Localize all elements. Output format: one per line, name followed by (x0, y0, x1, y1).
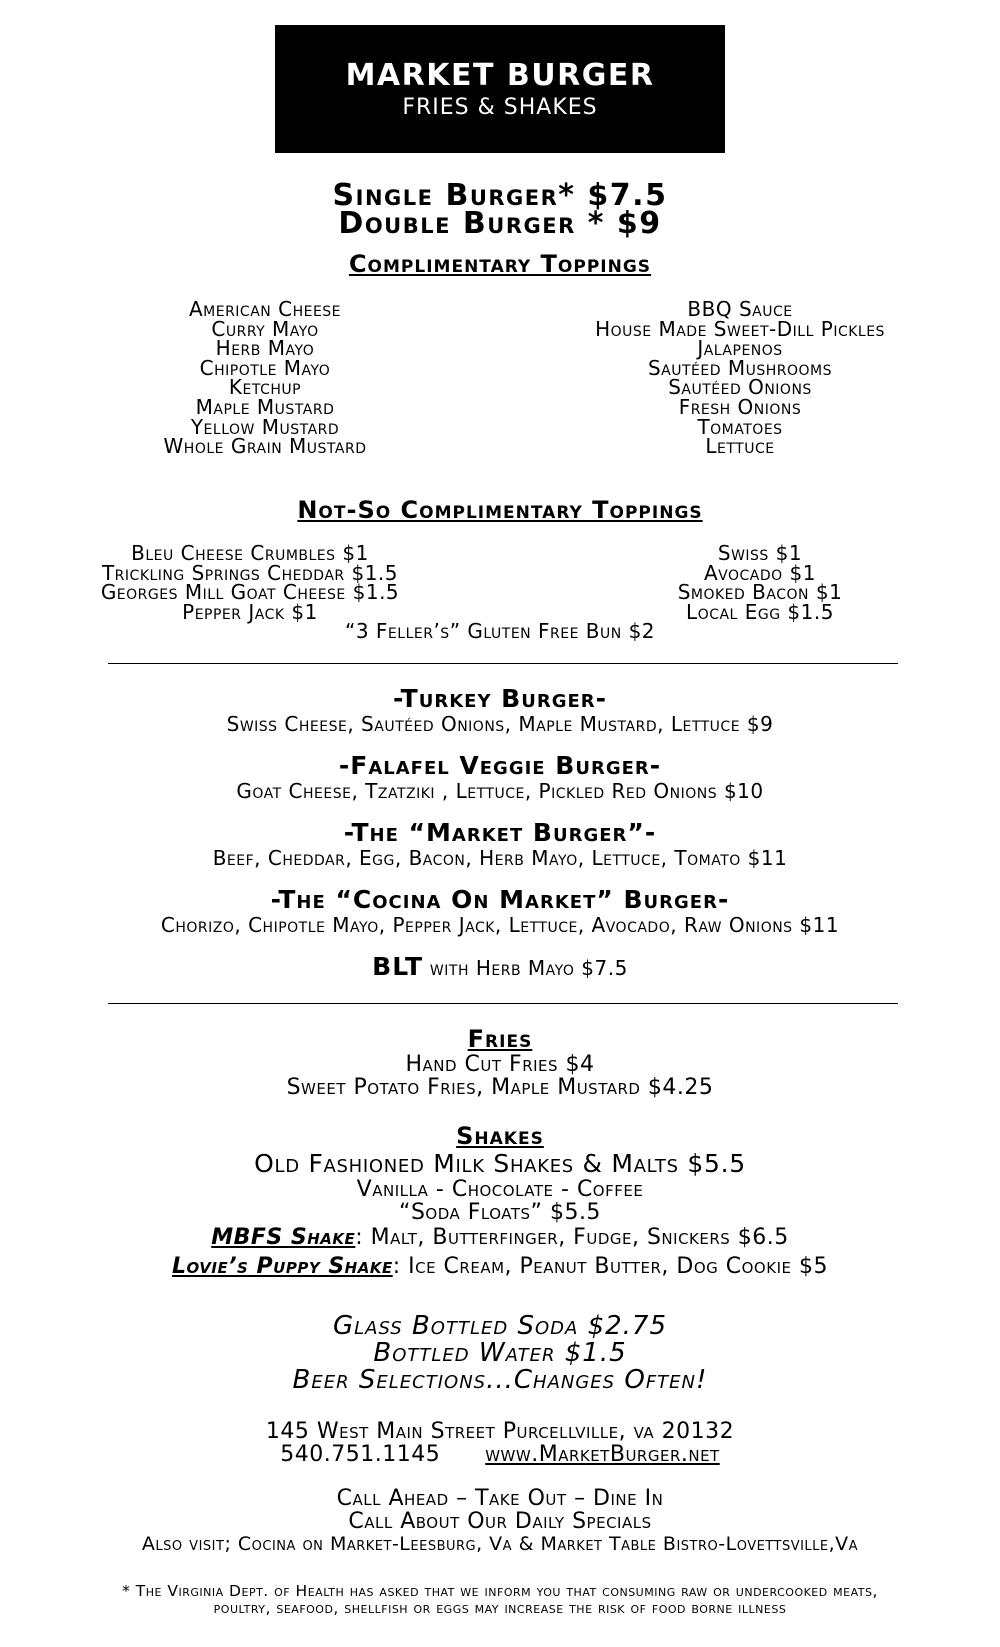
list-item: Smoked Bacon $1 (677, 580, 843, 605)
logo-title: MARKET BURGER (345, 58, 655, 93)
phone: 540.751.1145 (280, 1442, 441, 1467)
burger-title: -The “Market Burger”- (343, 818, 657, 847)
single-burger-price: Single Burger* $7.5 (332, 178, 668, 213)
disclaimer-line: poultry, seafood, shellfish or eggs may increase the risk of food borne illness (213, 1599, 787, 1617)
list-item: Tomatoes (697, 414, 783, 439)
not-complimentary-left-list (50, 541, 450, 624)
burger-market (0, 819, 1000, 869)
not-complimentary-heading-wrap (0, 496, 1000, 524)
list-item: Chipotle Mayo (199, 355, 331, 380)
puppy-shake-desc: : Ice Cream, Peanut Butter, Dog Cookie $5 (392, 1254, 828, 1279)
blt-desc: with Herb Mayo $7.5 (423, 956, 628, 980)
list-item: Jalapenos (697, 336, 783, 361)
list-item: Whole Grain Mustard (163, 434, 367, 459)
double-burger-price: Double Burger * $9 (338, 206, 662, 241)
burger-title: -Falafel Veggie Burger- (338, 751, 662, 780)
soda-floats: “Soda Floats” $5.5 (399, 1200, 601, 1225)
base-prices (0, 178, 1000, 241)
disclaimer-line: * The Virginia Dept. of Health has asked that we inform you that consuming raw or undercooked meats, (122, 1582, 878, 1600)
burger-title: -The “Cocina On Market” Burger- (270, 885, 730, 914)
fries-item: Sweet Potato Fries, Maple Mustard $4.25 (286, 1075, 714, 1100)
list-item: Sautéed Mushrooms (647, 355, 833, 380)
list-item: BBQ Sauce (687, 297, 793, 321)
puppy-shake-name: Lovie’s Puppy Shake (172, 1254, 393, 1279)
puppy-shake-line (0, 1255, 1000, 1278)
list-item: Fresh Onions (678, 394, 802, 419)
list-item: Trickling Springs Cheddar $1.5 (101, 560, 399, 585)
complimentary-heading: Complimentary Toppings (348, 250, 652, 278)
mbfs-shake-name: MBFS Shake (211, 1225, 356, 1250)
list-item: Bleu Cheese Crumbles $1 (131, 541, 369, 565)
shake-flavors: Vanilla - Chocolate - Coffee (356, 1177, 644, 1202)
fries-heading: Fries (467, 1025, 533, 1053)
shakes-heading: Shakes (456, 1122, 544, 1150)
drink-item: Beer Selections...Changes Often! (292, 1365, 708, 1395)
burger-turkey (0, 685, 1000, 735)
list-item: Yellow Mustard (190, 414, 340, 439)
list-item: Avocado $1 (704, 560, 816, 585)
list-item: American Cheese (188, 297, 342, 321)
daily-specials-line: Call About Our Daily Specials (348, 1509, 652, 1534)
burger-desc: Swiss Cheese, Sautéed Onions, Maple Mustard, Lettuce $9 (226, 712, 774, 736)
contact-section (0, 1420, 1000, 1466)
blt-item (0, 953, 1000, 981)
divider (108, 1003, 898, 1004)
burger-desc: Goat Cheese, Tzatziki , Lettuce, Pickled Red Onions $10 (236, 779, 764, 803)
list-item: Lettuce (705, 434, 775, 459)
gluten-free-bun: “3 Feller’s” Gluten Free Bun $2 (344, 619, 656, 643)
website-link[interactable]: www.MarketBurger.net (485, 1442, 720, 1467)
address: 145 West Main Street Purcellville, va 20132 (265, 1419, 735, 1444)
disclaimer (0, 1583, 1000, 1617)
list-item: Ketchup (228, 375, 302, 400)
drink-item: Bottled Water $1.5 (373, 1338, 627, 1368)
milkshakes-line: Old Fashioned Milk Shakes & Malts $5.5 (254, 1149, 746, 1178)
shakes-section (0, 1122, 1000, 1278)
complimentary-heading-wrap (0, 250, 1000, 278)
not-complimentary-right-list (620, 541, 900, 624)
mbfs-shake-line (0, 1226, 1000, 1249)
also-visit-line: Also visit; Cocina on Market-Leesburg, Va & Market Table Bistro-Lovettsville,Va (141, 1533, 859, 1555)
blt-name: BLT (372, 952, 424, 981)
list-item: Sautéed Onions (668, 375, 812, 400)
drinks-section (0, 1313, 1000, 1394)
burger-cocina (0, 886, 1000, 936)
complimentary-right-list (540, 297, 940, 459)
list-item: Swiss $1 (717, 541, 803, 565)
burger-falafel (0, 752, 1000, 802)
burger-desc: Beef, Cheddar, Egg, Bacon, Herb Mayo, Lettuce, Tomato $11 (212, 846, 788, 870)
list-item: House Made Sweet-Dill Pickles (595, 316, 885, 341)
burger-title: -Turkey Burger- (392, 684, 608, 713)
phone-web-line (0, 1443, 1000, 1466)
list-item: Maple Mustard (195, 394, 335, 419)
footer-section (0, 1487, 1000, 1555)
list-item: Local Egg $1.5 (686, 599, 834, 624)
complimentary-left-list (100, 297, 430, 459)
drink-item: Glass Bottled Soda $2.75 (332, 1311, 668, 1341)
burger-desc: Chorizo, Chipotle Mayo, Pepper Jack, Lettuce, Avocado, Raw Onions $11 (160, 913, 840, 937)
list-item: Pepper Jack $1 (182, 599, 318, 624)
mbfs-shake-desc: : Malt, Butterfinger, Fudge, Snickers $6.5 (355, 1225, 789, 1250)
fries-section (0, 1025, 1000, 1099)
list-item: Herb Mayo (215, 336, 315, 361)
fries-item: Hand Cut Fries $4 (405, 1052, 595, 1077)
logo-subtitle: FRIES & SHAKES (402, 95, 598, 120)
divider (108, 663, 898, 664)
not-complimentary-heading: Not-So Complimentary Toppings (297, 496, 703, 524)
list-item: Curry Mayo (211, 316, 319, 341)
logo-box (275, 25, 725, 153)
list-item: Georges Mill Goat Cheese $1.5 (100, 580, 400, 605)
call-ahead-line: Call Ahead – Take Out – Dine In (336, 1486, 664, 1511)
